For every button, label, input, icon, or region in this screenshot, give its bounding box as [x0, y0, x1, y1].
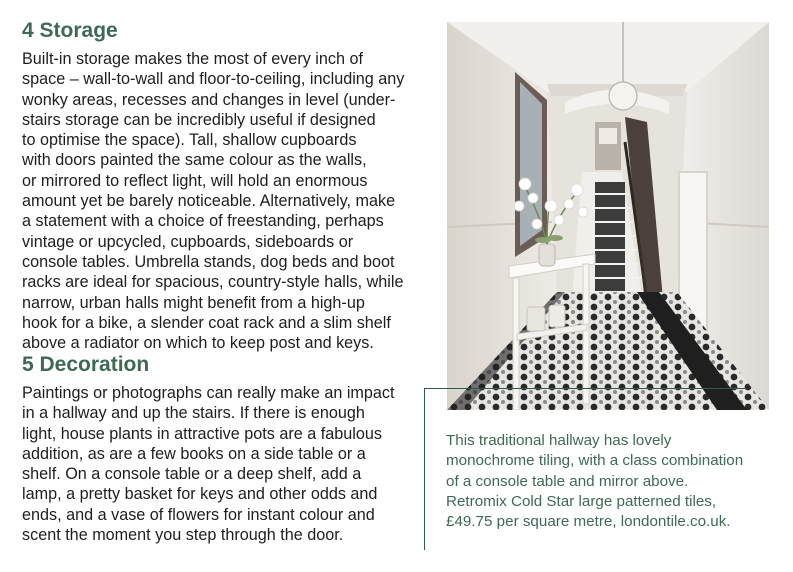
heading-decoration: 5 Decoration [22, 353, 150, 376]
storage-line: a statement with a choice of freestanding, perhaps [22, 212, 384, 231]
decoration-line: lamp, a pretty basket for keys and other odds and [22, 485, 378, 504]
storage-line: wonky areas, recesses and changes in level (under- [22, 90, 396, 109]
storage-line: space – wall-to-wall and floor-to-ceiling, including any [22, 70, 405, 89]
decoration-line: scent the moment you step through the door. [22, 526, 344, 545]
decoration-line: Paintings or photographs can really make an impact [22, 384, 395, 402]
photo-caption [446, 431, 743, 532]
storage-line: racks are ideal for spacious, country-style halls, while [22, 273, 404, 292]
storage-line: amount yet be barely noticeable. Alternatively, make [22, 192, 396, 211]
storage-paragraph [22, 49, 404, 353]
storage-line: with doors painted the same colour as the walls, [22, 151, 367, 170]
caption-line: Retromix Cold Star large patterned tiles, [446, 492, 717, 510]
storage-line: above a radiator on which to keep post and keys. [22, 334, 374, 353]
caption-line: of a console table and mirror above. [446, 472, 689, 490]
storage-line: stairs storage can be incredibly useful if designed [22, 110, 376, 129]
decoration-line: in a hallway and up the stairs. If there is enough [22, 404, 365, 423]
decoration-line: light, house plants in attractive pots are a fabulous [22, 424, 382, 443]
caption-rule-vertical [424, 388, 425, 550]
storage-line: vintage or upcycled, cupboards, sideboards or [22, 232, 354, 251]
storage-line: to optimise the space). Tall, shallow cupboards [22, 131, 357, 150]
caption-line: This traditional hallway has lovely [446, 432, 672, 449]
storage-line: narrow, urban halls might benefit from a high-up [22, 293, 365, 312]
caption-rule-horizontal [424, 388, 746, 389]
decoration-line: addition, as are a few books on a side table or a [22, 444, 366, 463]
heading-storage: 4 Storage [22, 19, 118, 42]
caption-line: monochrome tiling, with a class combination [446, 452, 744, 470]
decoration-line: ends, and a vase of flowers for instant colour and [22, 505, 375, 524]
storage-line: Built-in storage makes the most of every inch of [22, 50, 363, 68]
storage-line: or mirrored to reflect light, will hold an enormous [22, 171, 368, 190]
decoration-paragraph [22, 383, 395, 545]
hallway-photo [447, 22, 769, 410]
storage-line: hook for a bike, a slender coat rack and a slim shelf [22, 313, 391, 332]
decoration-line: shelf. On a console table or a deep shelf, add a [22, 465, 362, 484]
caption-line: £49.75 per square metre, londontile.co.uk. [446, 513, 731, 531]
storage-line: console tables. Umbrella stands, dog beds and boot [22, 252, 395, 271]
